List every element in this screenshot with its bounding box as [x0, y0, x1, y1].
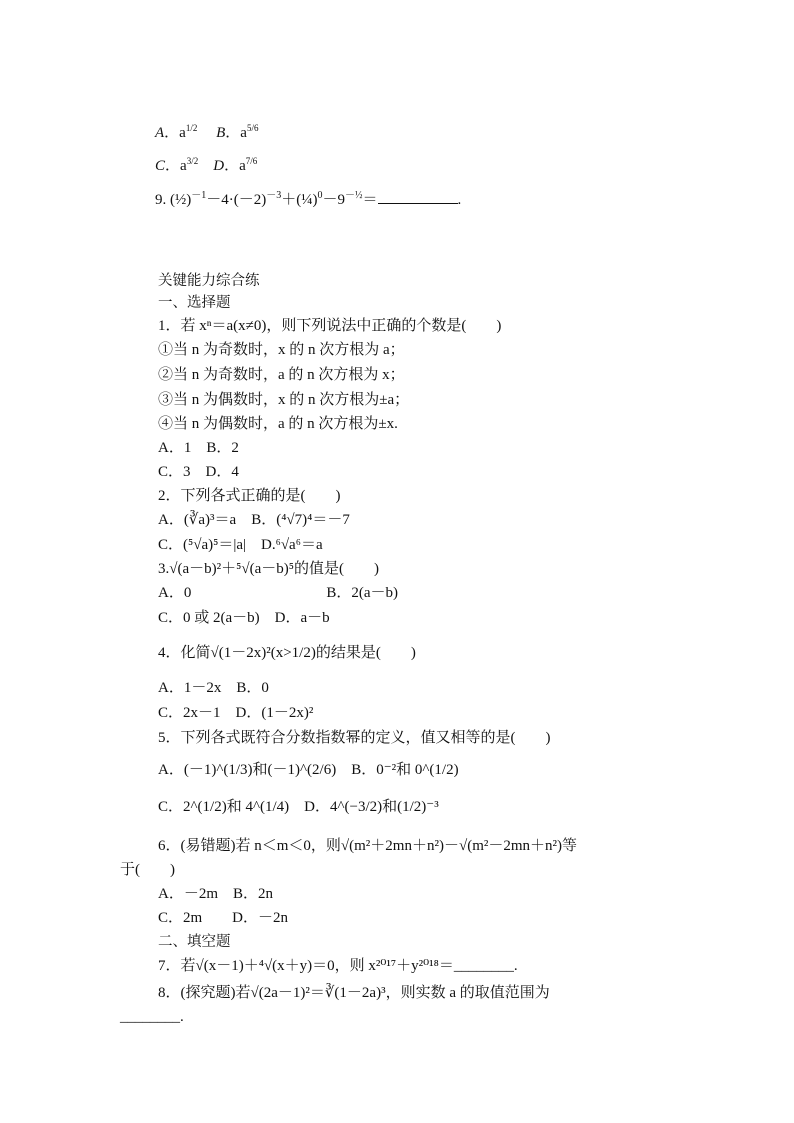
q6-stem-continued: 于( ) [120, 862, 175, 878]
section-title: 关键能力综合练 [158, 273, 260, 289]
q5-stem: 5．下列各式既符合分数指数幂的定义，值又相等的是( ) [158, 730, 551, 746]
q3-options-cd: C．0 或 2(a－b) D．a－b [158, 610, 330, 626]
q1-stem: 1．若 xⁿ＝a(x≠0)，则下列说法中正确的个数是( ) [158, 318, 502, 334]
part1-title: 一、选择题 [158, 295, 231, 311]
q8-stem-continued: ________. [120, 1009, 184, 1025]
q8-top-options-cd: C．$a^{3/2}$ D．$a^{7/6}$ [155, 156, 258, 174]
q8-top-options-ab: A．$a^{1/2}$ B．$a^{5/6}$ [155, 123, 259, 141]
q8-stem: 8．(探究题)若√(2a－1)²＝∛(1－2a)³，则实数 a 的取值范围为 [158, 985, 550, 1001]
q1-options-ab: A．1 B．2 [158, 440, 239, 456]
q1-options-cd: C．3 D．4 [158, 464, 239, 480]
q1-statement-3: ③当 n 为偶数时，x 的 n 次方根为±a； [158, 392, 410, 408]
q1-statement-2: ②当 n 为奇数时，a 的 n 次方根为 x； [158, 367, 405, 383]
q2-options-ab: A．(∛a)³＝a B．(⁴√7)⁴＝－7 [158, 512, 350, 528]
q6-options-ab: A．－2m B．2n [158, 886, 274, 902]
q7-stem: 7．若√(x－1)＋⁴√(x＋y)＝0，则 x²⁰¹⁷＋y²⁰¹⁸＝________. [158, 958, 518, 974]
q4-stem: 4．化简√(1－2x)²(x>1/2)的结果是( ) [158, 645, 416, 661]
q5-options-ab: A．(－1)^(1/3)和(－1)^(2/6) B．0⁻²和 0^(1/2) [158, 762, 459, 778]
q3-options-ab: A．0 B．2(a－b) [158, 585, 398, 601]
q6-stem: 6．(易错题)若 n＜m＜0，则√(m²＋2mn＋n²)－√(m²－2mn＋n²)等 [158, 838, 578, 854]
q9-fill-blank: 9. $(\frac{1}{2})^{-1}-4\cdot(-2)^{-3}+(\frac{1}{4})^0-9^{-\frac{1}{2}}=$ . [155, 190, 462, 208]
q1-statement-1: ①当 n 为奇数时，x 的 n 次方根为 a； [158, 342, 405, 358]
q4-options-cd: C．2x－1 D．(1－2x)² [158, 705, 314, 721]
q1-statement-4: ④当 n 为偶数时，a 的 n 次方根为±x. [158, 416, 398, 432]
q6-options-cd: C．2m D．－2n [158, 910, 289, 926]
q3-stem: 3.√(a－b)²＋⁵√(a－b)⁵的值是( ) [158, 561, 379, 577]
q2-stem: 2．下列各式正确的是( ) [158, 488, 341, 504]
q2-options-cd: C．(⁵√a)⁵＝|a| D.⁶√a⁶＝a [158, 537, 323, 553]
part2-title: 二、填空题 [158, 934, 231, 950]
q5-options-cd: C．2^(1/2)和 4^(1/4) D．4^(−3/2)和(1/2)⁻³ [158, 799, 439, 815]
q4-options-ab: A．1－2x B．0 [158, 680, 269, 696]
